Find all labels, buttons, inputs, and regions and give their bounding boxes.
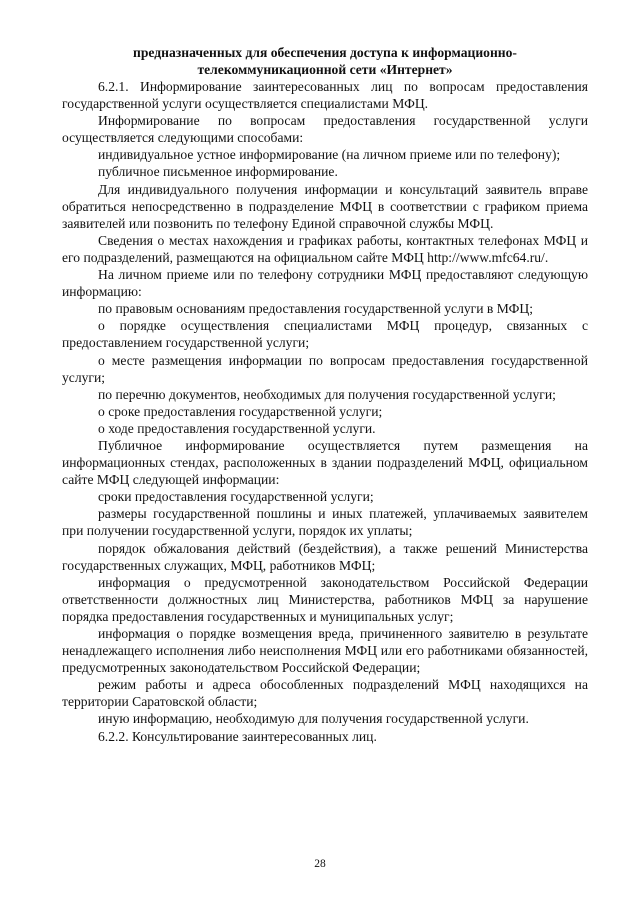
- paragraph: информация о порядке возмещения вреда, причиненного заявителю в результате ненадлежащего исполнения либо неисполнения МФЦ или его работниками обязанностей, предусмотренных законодательством Российской Федерации;: [62, 626, 588, 676]
- document-body: [62, 78, 588, 745]
- paragraph: Для индивидуального получения информации и консультаций заявитель вправе обратиться непосредственно в подразделение МФЦ в соответствии с графиком приема заявителей или позвонить по телефону Единой справочной службы МФЦ.: [62, 181, 588, 231]
- paragraph: На личном приеме или по телефону сотрудники МФЦ предоставляют следующую информацию:: [62, 267, 588, 300]
- paragraph: режим работы и адреса обособленных подразделений МФЦ находящихся на территории Саратовской области;: [62, 677, 588, 710]
- paragraph: о порядке осуществления специалистами МФЦ процедур, связанных с предоставлением государственной услуги;: [62, 318, 588, 351]
- paragraph: о сроке предоставления государственной услуги;: [98, 403, 383, 419]
- section-heading: [62, 44, 588, 78]
- paragraph: Информирование по вопросам предоставления государственной услуги осуществляется следующими способами:: [62, 113, 588, 146]
- heading-line-2: телекоммуникационной сети «Интернет»: [197, 62, 453, 77]
- paragraph: размеры государственной пошлины и иных платежей, уплачиваемых заявителем при получении государственной услуги, порядок их уплаты;: [62, 506, 588, 539]
- paragraph: Публичное информирование осуществляется путем размещения на информационных стендах, расположенных в здании подразделений МФЦ, официальном сайте МФЦ следующей информации:: [62, 437, 588, 488]
- heading-line-1: предназначенных для обеспечения доступа к информационно-: [133, 45, 517, 60]
- paragraph: по правовым основаниям предоставления государственной услуги в МФЦ;: [98, 301, 533, 317]
- paragraph: информация о предусмотренной законодательством Российской Федерации ответственности должностных лиц Министерства, работников МФЦ за нарушение порядка предоставления государственных и муниципальных услуг;: [62, 574, 588, 624]
- paragraph: 6.2.1. Информирование заинтересованных лиц по вопросам предоставления государственной услуги осуществляется специалистами МФЦ.: [62, 79, 588, 112]
- paragraph: о ходе предоставления государственной услуги.: [98, 420, 376, 436]
- page-number: 28: [314, 858, 326, 870]
- paragraph: иную информацию, необходимую для получения государственной услуги.: [98, 711, 529, 727]
- paragraph: о месте размещения информации по вопросам предоставления государственной услуги;: [62, 352, 588, 385]
- paragraph: сроки предоставления государственной услуги;: [98, 489, 374, 505]
- paragraph: Сведения о местах нахождения и графиках работы, контактных телефонах МФЦ и его подразделений, размещаются на официальном сайте МФЦ http://www.mfc64.ru/.: [62, 232, 588, 265]
- paragraph: индивидуальное устное информирование (на личном приеме или по телефону);: [98, 147, 561, 163]
- paragraph: 6.2.2. Консультирование заинтересованных лиц.: [98, 728, 377, 744]
- paragraph: публичное письменное информирование.: [98, 164, 338, 180]
- paragraph: по перечню документов, необходимых для получения государственной услуги;: [98, 386, 556, 402]
- paragraph: порядок обжалования действий (бездействия), а также решений Министерства государственных служащих, МФЦ, работников МФЦ;: [62, 540, 588, 573]
